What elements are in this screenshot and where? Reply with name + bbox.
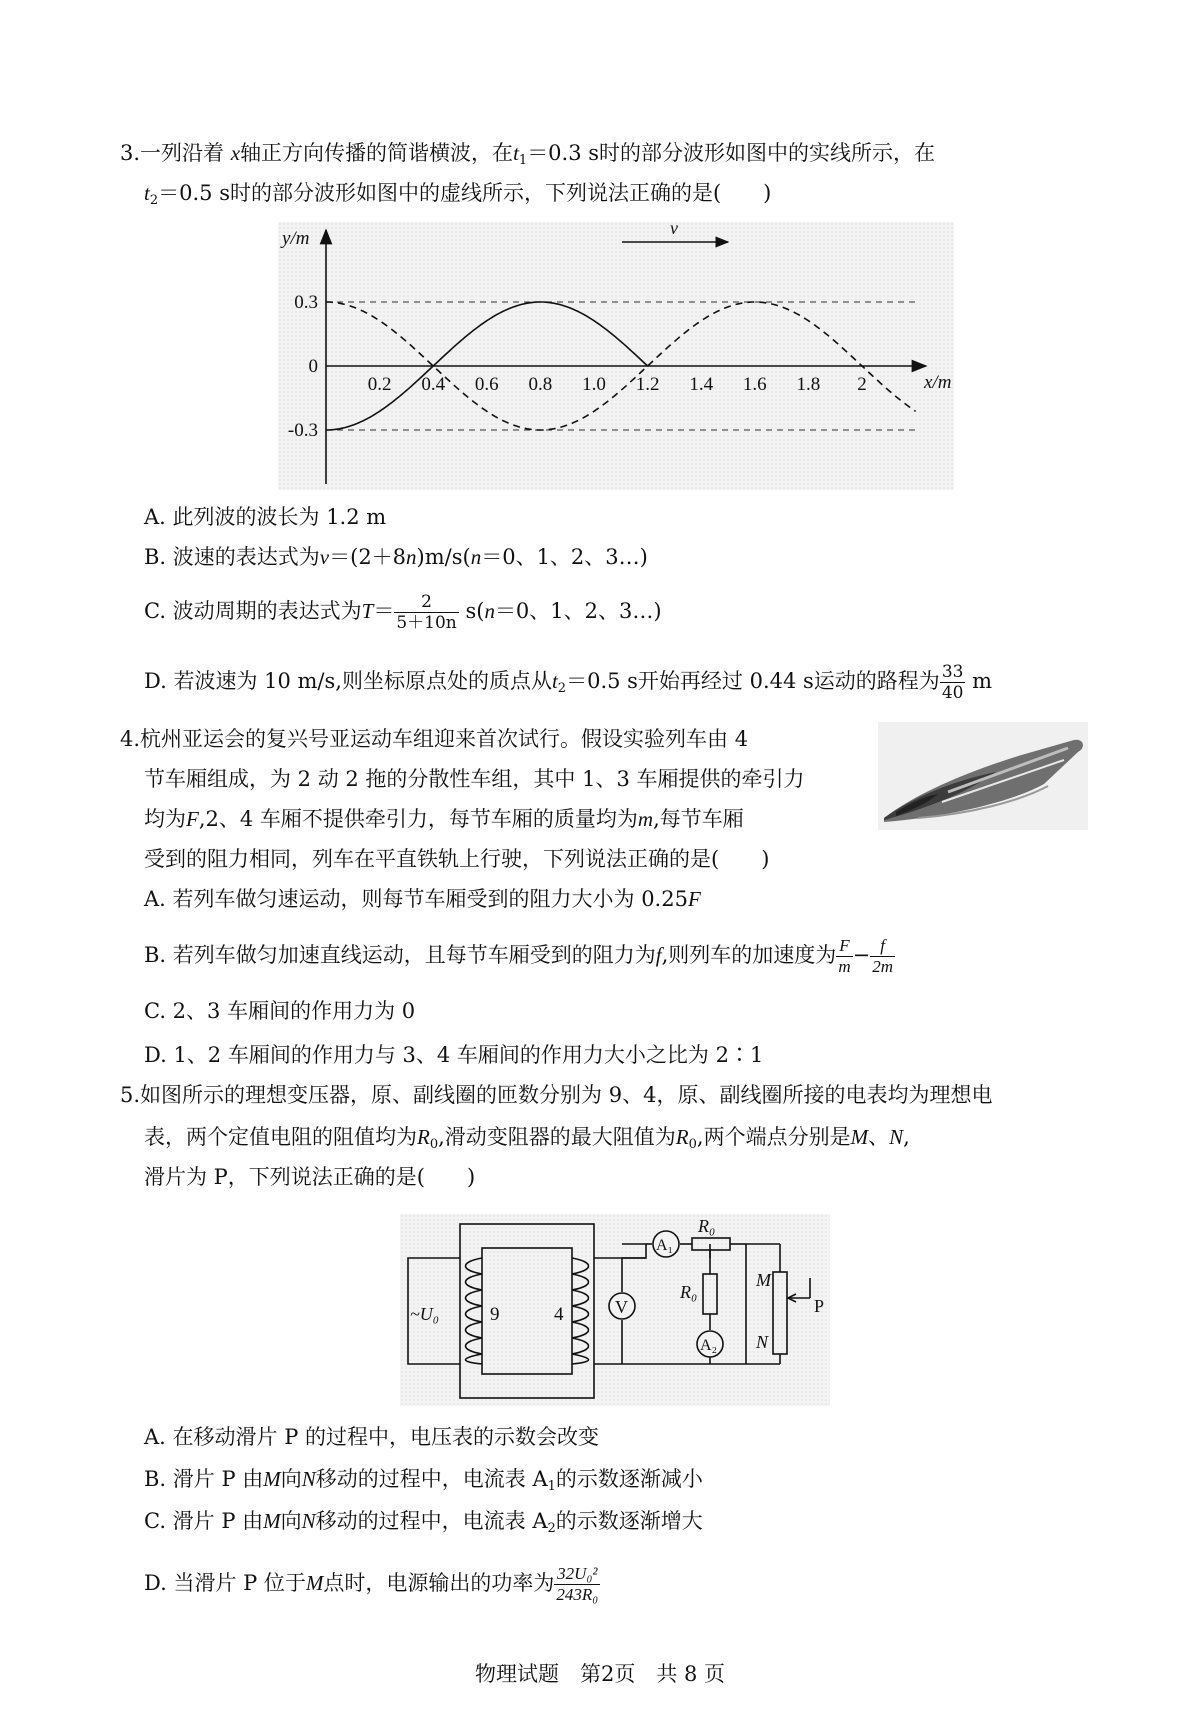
q4-stem-line1: 4.杭州亚运会的复兴号亚运动车组迎来首次试行。假设实验列车由 4	[120, 727, 749, 751]
q5-stem-line1: 5.如图所示的理想变压器，原、副线圈的匝数分别为 9、4，原、副线圈所接的电表均为理想电	[120, 1083, 993, 1107]
q4-option-c: C. 2、3 车厢间的作用力为 0	[144, 999, 416, 1023]
y-tick-label: -0.3	[287, 420, 318, 441]
x-tick-label: 1.2	[635, 374, 660, 395]
x-tick-label: 0.2	[367, 374, 392, 395]
x-tick-label: 0.4	[421, 374, 446, 395]
y-tick-label: 0.3	[294, 292, 318, 313]
primary-turns-label: 9	[490, 1304, 500, 1325]
secondary-coil	[572, 1258, 589, 1364]
circuit-figure	[400, 1214, 830, 1406]
y-axis-label: y/m	[282, 228, 310, 249]
power-fraction: $\frac{\text{32U₀²}}{\text{243R₀}}$	[556, 1564, 599, 1604]
terminal-m-label: M	[756, 1270, 771, 1290]
x-axis-label: x/m	[924, 372, 952, 393]
q5-option-a: A. 在移动滑片 P 的过程中，电压表的示数会改变	[144, 1425, 599, 1449]
x-tick-label: 1.6	[742, 374, 767, 395]
slider-p-label: P	[814, 1296, 825, 1316]
resistor-r0-top-label: R₀	[698, 1216, 716, 1236]
terminal-n-label: N	[756, 1332, 769, 1352]
q5-stem-line2: 表，两个定值电阻的阻值均为$R_0$,滑动变阻器的最大阻值为$R_0$,两个端点分别是M、N,	[144, 1125, 910, 1152]
secondary-top-wire	[594, 1244, 646, 1258]
accel-fraction-1: $\frac{F}{m}$	[838, 936, 851, 976]
q3-option-a: A. 此列波的波长为 1.2 m	[144, 505, 387, 529]
q5-option-c: C. 滑片 P 由M向N移动的过程中，电流表 $A_2$的示数逐渐增大	[144, 1509, 703, 1536]
resistor-r0-middle	[703, 1274, 717, 1314]
resistor-r0-top	[692, 1238, 730, 1250]
ammeter-a1-label: A₁	[656, 1237, 674, 1254]
train-image	[878, 722, 1088, 830]
q5-option-d: D. 当滑片 P 位于M点时，电源输出的功率为 $\frac{\text{32U₀²}}{\text{243R₀}}$	[144, 1564, 599, 1604]
resistor-r0-middle-label: R₀	[680, 1282, 698, 1302]
x-tick-label: 0.6	[474, 374, 499, 395]
velocity-label: v	[670, 222, 678, 238]
wave-figure	[278, 222, 954, 490]
x-tick-label: 1.0	[582, 374, 606, 395]
path-fraction: $\frac{33}{40}$	[941, 662, 964, 703]
q4-option-b: B. 若列车做匀加速直线运动，且每节车厢受到的阻力为f,则列车的加速度为 $\frac{F}{m}$ − $\frac{f}{2m}$	[144, 936, 893, 976]
wave-chart	[278, 222, 954, 490]
x-tick-label: 1.8	[796, 374, 821, 395]
accel-fraction-2: $\frac{f}{2m}$	[872, 936, 893, 976]
q3-option-b: B. 波速的表达式为v＝(2＋8n)m/s(n＝0、1、2、3…)	[144, 545, 648, 569]
secondary-turns-label: 4	[554, 1304, 564, 1325]
page-footer: 物理试题 第2页 共 8 页	[474, 1662, 726, 1686]
rheostat	[773, 1272, 787, 1354]
q3-stem-line2: $t_2=0.5$ s时的部分波形如图中的虚线所示，下列说法正确的是( )	[144, 181, 772, 208]
voltmeter-label: V	[615, 1297, 628, 1317]
bullet-train-picture	[878, 722, 1088, 830]
q5-stem-line3: 滑片为 P，下列说法正确的是( )	[144, 1165, 476, 1189]
x-tick-label: 2	[857, 374, 867, 395]
q3-stem-line1: 3.一列沿着 x轴正方向传播的简谐横波，在$t_1=0.3$ s时的部分波形如图中的实线所示，在	[120, 141, 936, 168]
q3-option-c: C. 波动周期的表达式为T＝ $\frac{2}{5+10n}$ s(n＝0、1、2、3…)	[144, 592, 662, 633]
x-tick-label: 0.8	[528, 374, 553, 395]
q5-option-b: B. 滑片 P 由M向N移动的过程中，电流表 $A_1$的示数逐渐减小	[144, 1467, 703, 1494]
primary-coil	[466, 1258, 483, 1364]
transformer-core-outer	[460, 1224, 594, 1398]
q4-stem-line2: 节车厢组成，为 2 动 2 拖的分散性车组，其中 1、3 车厢提供的牵引力	[144, 767, 805, 791]
period-fraction: $\frac{2}{5+10n}$	[396, 592, 457, 633]
q3-option-d: D. 若波速为 10 m/s,则坐标原点处的质点从$t_2=0.5$ s开始再经过 0.44 s运动的路程为 $\frac{33}{40}$ m	[144, 662, 993, 703]
q4-stem-line4: 受到的阻力相同，列车在平直铁轨上行驶，下列说法正确的是( )	[144, 847, 770, 871]
q4-stem-line3: 均为F,2、4 车厢不提供牵引力，每节车厢的质量均为m,每节车厢	[144, 807, 744, 831]
x-tick-label: 1.4	[689, 374, 714, 395]
y-tick-label: 0	[308, 356, 318, 377]
transformer-circuit	[400, 1214, 830, 1406]
q4-option-d: D. 1、2 车厢间的作用力与 3、4 车厢间的作用力大小之比为 2∶1	[144, 1043, 764, 1067]
ammeter-a2-label: A₂	[700, 1337, 718, 1354]
source-label: ~U₀	[410, 1304, 439, 1324]
q4-option-a: A. 若列车做匀速运动，则每节车厢受到的阻力大小为 0.25F	[144, 887, 701, 911]
